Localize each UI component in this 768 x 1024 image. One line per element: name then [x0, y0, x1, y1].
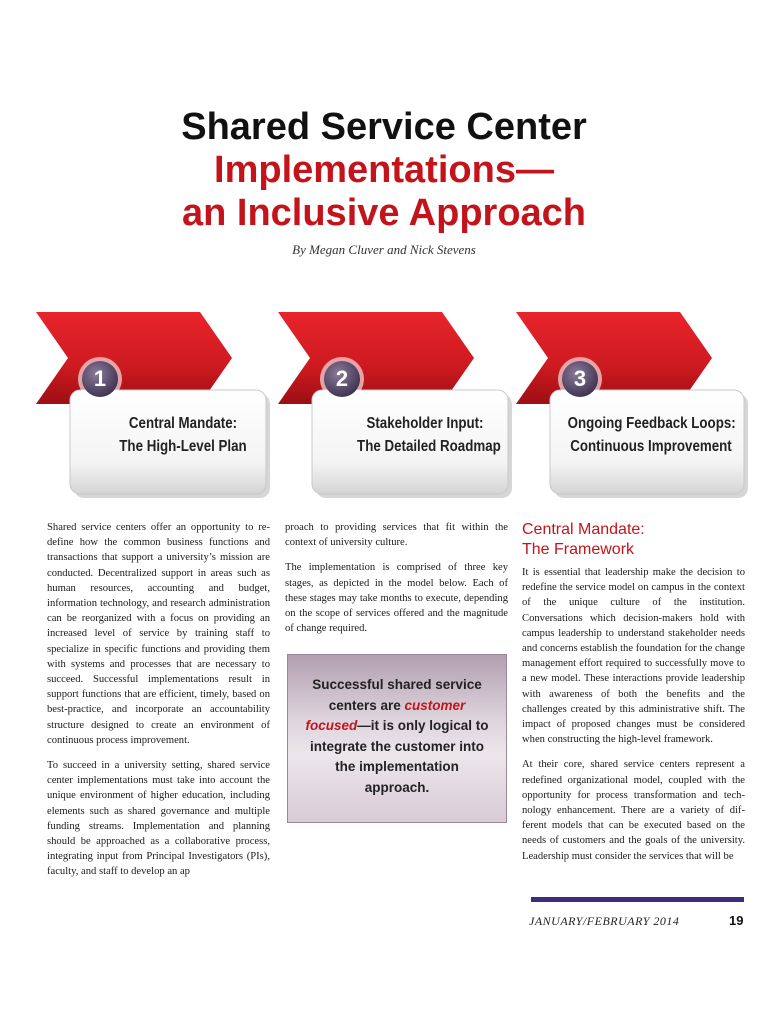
pull-quote-text-2: —it is only logical to integrate the customer into the implementation approach. — [309, 718, 489, 795]
body-paragraph: To succeed in a university setting, shared service center implementations must take into account the unique environment of higher education, including elements such as shared governance and multiple funding streams. Implementation and planning should be approached as a collaborative process, integrating input from Principal Investigators (PIs), faculty, and staff to develop an ap — [47, 760, 270, 878]
section-heading — [522, 520, 745, 560]
pull-quote-text-1: Successful shared service centers are — [312, 677, 482, 713]
stage-1-label-line2: The High-Level Plan — [119, 438, 247, 455]
body-paragraph: Shared service centers offer an opportunity to redefine how the common business functions and transactions that support a university’s mission are conducted. Decentralized support in areas such as human resources, accounting and budget, information technology, and research administration can be reorganized with a focus on providing an increased level of service by training staff to specialize in specific functions and providing them with systems and processes that are necessary to succeed. Successful implementations result in support functions that are efficient, timely, based on best-practice, and incorporate an accountability structure designed to create an environment of continuous process improvement. — [47, 522, 270, 746]
stage-1-label — [115, 412, 251, 458]
page-number: 19 — [729, 913, 744, 928]
stage-2-label-line1: Stakeholder Input: — [366, 415, 484, 432]
stage-2-number: 2 — [335, 366, 349, 391]
body-paragraph: At their core, shared service centers represent a redefined organizational model, coupled with the opportunity for process transformation and technology enhancement. There are a variety of different models that can be executed based on the needs of customers and the goals of the university. Leadership must consider the services that will be — [522, 759, 745, 862]
stage-2-label — [357, 412, 501, 458]
title-line-2: Implementations— — [214, 149, 554, 191]
stage-3-label — [568, 412, 735, 458]
stage-3 — [514, 300, 750, 510]
stage-1-arrow-icon — [34, 300, 270, 510]
section-heading-line2: The Framework — [522, 541, 635, 558]
stage-2 — [276, 300, 512, 510]
implementation-stages-graphic — [0, 300, 768, 510]
body-paragraph: The implementation is comprised of three key stages, as depicted in the model below. Each of these stages may take months to execute, depending on the scope of services offered and the magnitude of change required. — [285, 562, 508, 635]
stage-2-label-line2: The Detailed Roadmap — [357, 438, 501, 455]
article-title — [0, 106, 768, 235]
body-column-1 — [47, 520, 270, 890]
stage-1 — [34, 300, 270, 510]
stage-3-arrow-icon — [514, 300, 750, 510]
issue-date: JANUARY/FEBRUARY 2014 — [529, 914, 680, 928]
stage-3-number: 3 — [573, 366, 587, 391]
byline: By Megan Cluver and Nick Stevens — [292, 242, 476, 257]
pull-quote — [287, 654, 507, 823]
title-line-3: an Inclusive Approach — [181, 192, 587, 234]
stage-2-arrow-icon — [276, 300, 512, 510]
stage-1-label-line1: Central Mandate: — [128, 415, 238, 432]
stage-3-label-line1: Ongoing Feedback Loops: — [567, 415, 736, 432]
stage-3-label-line2: Continuous Improvement — [570, 438, 732, 455]
section-heading-line1: Central Mandate: — [522, 521, 645, 538]
stage-1-number: 1 — [93, 366, 107, 391]
title-line-1: Shared Service Center — [181, 106, 587, 148]
body-column-3 — [522, 520, 745, 874]
pull-quote-accent: customer focused — [305, 697, 466, 733]
footer-rule — [531, 897, 744, 902]
body-paragraph: proach to providing services that fit within the context of university culture. — [285, 522, 508, 549]
body-column-2 — [285, 520, 508, 646]
body-paragraph: It is essential that leadership make the decision to redefine the service model on campus in the context of the unique culture of the institution. Conversations which decision-makers hold with campus leadership to understand stakeholder needs and concerns establish the foundation for the change management effort required to successfully move to a new model. These interactions provide leadership with awareness of both the benefits and the challenges created by this administrative shift. The impact of proposed changes must be considered when constructing the high-level framework. — [522, 567, 745, 746]
